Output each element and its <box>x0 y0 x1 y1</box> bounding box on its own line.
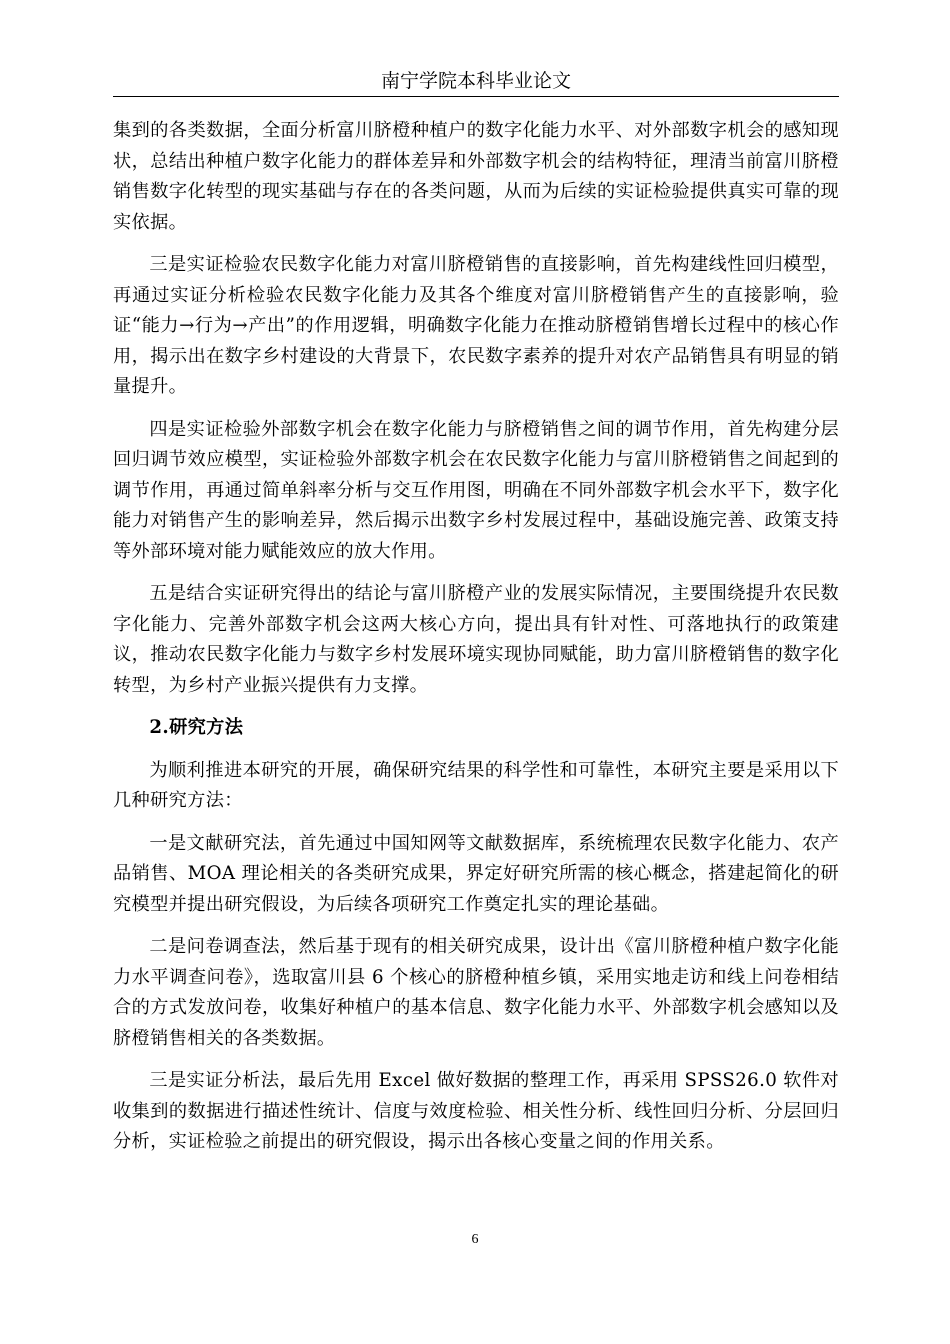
header-divider <box>113 96 839 97</box>
running-header-title: 南宁学院本科毕业论文 <box>380 70 571 92</box>
paragraph-method-empirical: 三是实证分析法，最后先用 Excel 做好数据的整理工作，再采用 SPSS26.0 软件对收集到的数据进行描述性统计、信度与效度检验、相关性分析、线性回归分析、分层回归分析，实证检验之前提出的研究假设，揭示出各核心变量之间的作用关系。 <box>113 1070 839 1152</box>
section-heading-research-methods: 2.研究方法 <box>149 717 244 738</box>
paragraph-item-four: 四是实证检验外部数字机会在数字化能力与脐橙销售之间的调节作用，首先构建分层回归调节效应模型，实证检验外部数字机会在农民数字化能力与富川脐橙销售之间起到的调节作用，再通过简单斜率分析与交互作用图，明确在不同外部数字机会水平下，数字化能力对销售产生的影响差异，然后揭示出数字乡村发展过程中，基础设施完善、政策支持等外部环境对能力赋能效应的放大作用。 <box>113 418 839 562</box>
paragraph-method-survey: 二是问卷调查法，然后基于现有的相关研究成果，设计出《富川脐橙种植户数字化能力水平调查问卷》，选取富川县 6 个核心的脐橙种植乡镇，采用实地走访和线上问卷相结合的方式发放问卷，收集好种植户的基本信息、数字化能力水平、外部数字机会感知以及脐橙销售相关的各类数据。 <box>113 936 839 1049</box>
paragraph-methods-intro: 为顺利推进本研究的开展，确保研究结果的科学性和可靠性，本研究主要是采用以下几种研究方法： <box>113 759 839 811</box>
page-number: 6 <box>471 1232 479 1247</box>
paragraph-item-three: 三是实证检验农民数字化能力对富川脐橙销售的直接影响，首先构建线性回归模型，再通过实证分析检验农民数字化能力及其各个维度对富川脐橙销售产生的直接影响，验证“能力→行为→产出”的作用逻辑，明确数字化能力在推动脐橙销售增长过程中的核心作用，揭示出在数字乡村建设的大背景下，农民数字素养的提升对农产品销售具有明显的销量提升。 <box>113 254 839 397</box>
paragraph-method-literature: 一是文献研究法，首先通过中国知网等文献数据库，系统梳理农民数字化能力、农产品销售、MOA 理论相关的各类研究成果，界定好研究所需的核心概念，搭建起简化的研究模型并提出研究假设，为后续各项研究工作奠定扎实的理论基础。 <box>113 832 839 915</box>
paragraph-item-five: 五是结合实证研究得出的结论与富川脐橙产业的发展实际情况，主要围绕提升农民数字化能力、完善外部数字机会这两大核心方向，提出具有针对性、可落地执行的政策建议，推动农民数字化能力与数字乡村发展环境实现协同赋能，助力富川脐橙销售的数字化转型，为乡村产业振兴提供有力支撑。 <box>113 583 839 696</box>
body-text <box>113 116 839 1170</box>
paragraph-continuation: 集到的各类数据，全面分析富川脐橙种植户的数字化能力水平、对外部数字机会的感知现状，总结出种植户数字化能力的群体差异和外部数字机会的结构特征，理清当前富川脐橙销售数字化转型的现实基础与存在的各类问题，从而为后续的实证检验提供真实可靠的现实依据。 <box>113 120 839 233</box>
